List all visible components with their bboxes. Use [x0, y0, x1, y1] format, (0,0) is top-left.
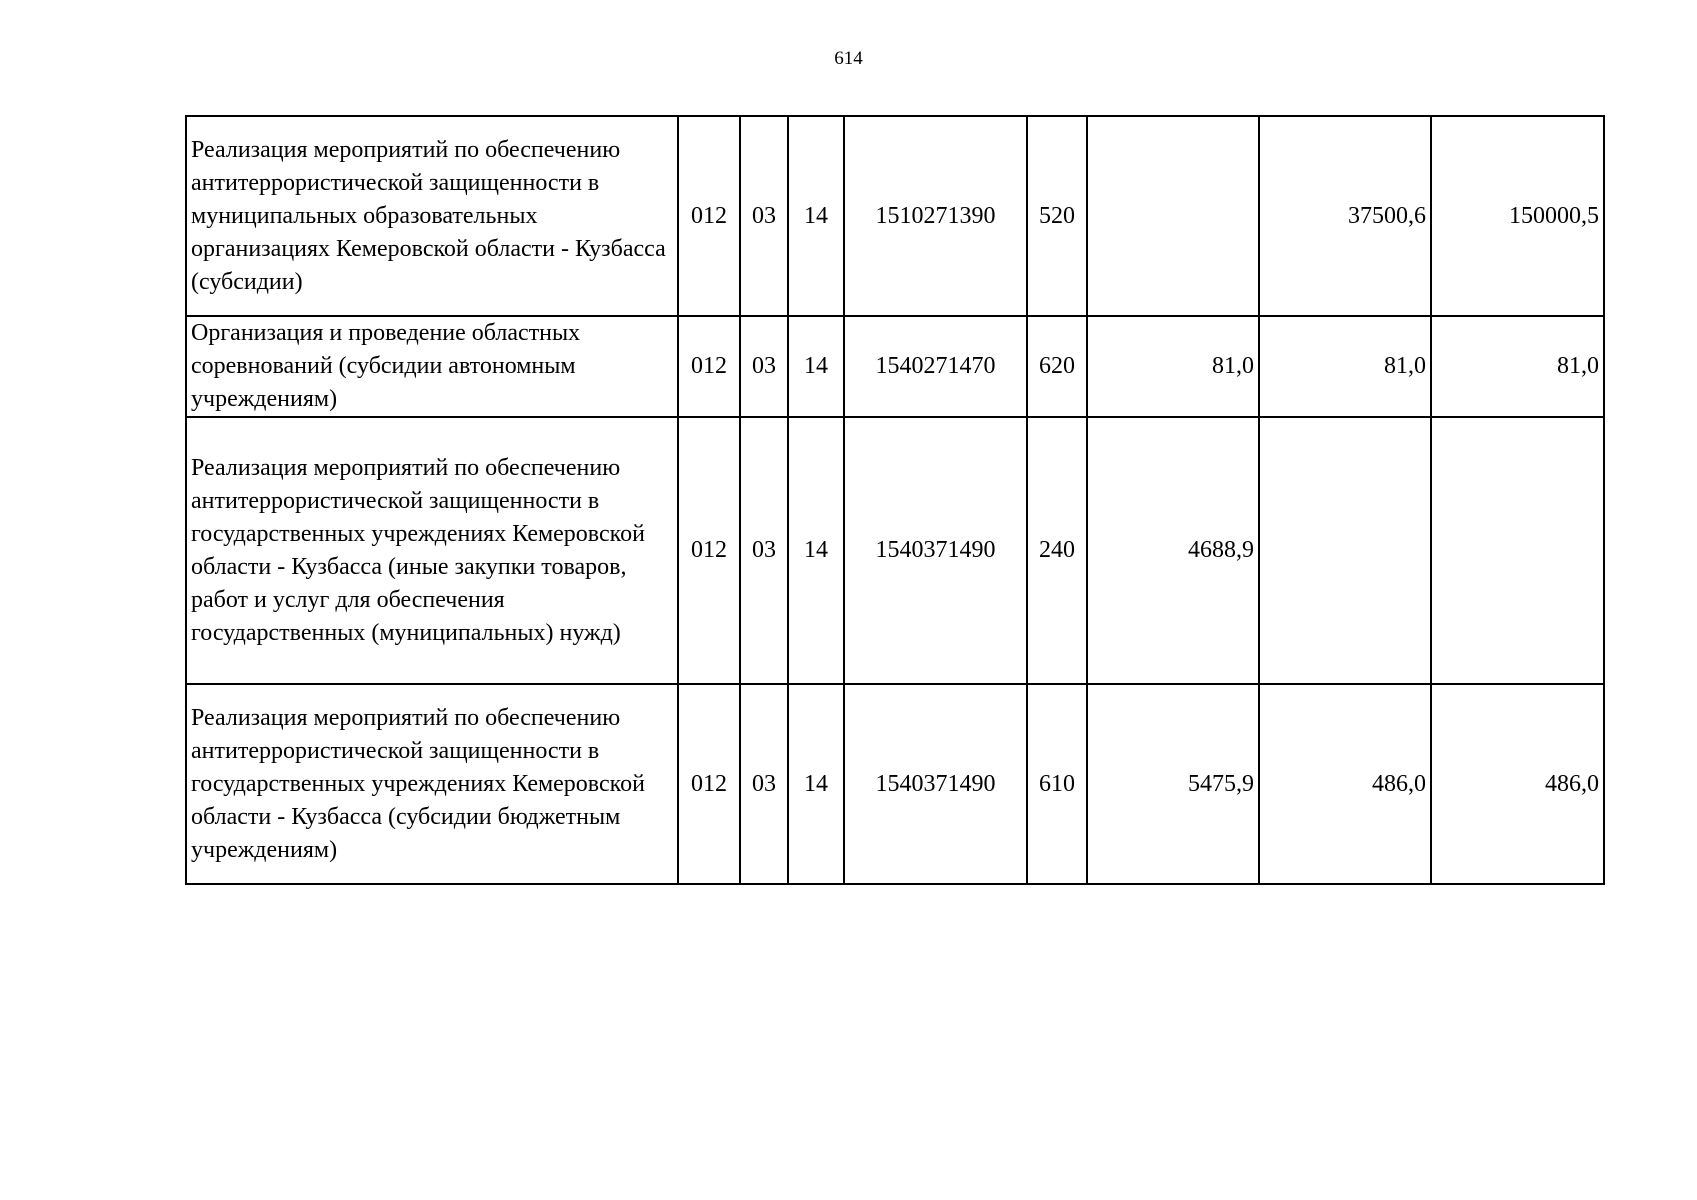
table-row [186, 316, 1604, 417]
section-code: 03 [740, 316, 788, 417]
target-article-code: 1540371490 [844, 684, 1027, 884]
amount-year-1: 81,0 [1087, 316, 1259, 417]
table-row [186, 684, 1604, 884]
row-description: Реализация мероприятий по обеспечению антитеррористической защищенности в муниципальных образовательных организациях Кемеровской области - Кузбасса (субсидии) [186, 116, 678, 316]
subsection-code: 14 [788, 316, 844, 417]
ministry-code: 012 [678, 316, 740, 417]
amount-year-1 [1087, 116, 1259, 316]
target-article-code: 1540371490 [844, 417, 1027, 684]
row-description: Реализация мероприятий по обеспечению антитеррористической защищенности в государственных учреждениях Кемеровской области - Кузбасса (субсидии бюджетным учреждениям) [186, 684, 678, 884]
target-article-code: 1540271470 [844, 316, 1027, 417]
amount-year-3: 81,0 [1431, 316, 1604, 417]
amount-year-3: 150000,5 [1431, 116, 1604, 316]
budget-table [185, 115, 1605, 885]
row-description: Организация и проведение областных соревнований (субсидии автономным учреждениям) [186, 316, 678, 417]
section-code: 03 [740, 684, 788, 884]
ministry-code: 012 [678, 417, 740, 684]
section-code: 03 [740, 417, 788, 684]
subsection-code: 14 [788, 417, 844, 684]
page-number: 614 [834, 48, 863, 69]
ministry-code: 012 [678, 116, 740, 316]
expense-type-code: 240 [1027, 417, 1087, 684]
ministry-code: 012 [678, 684, 740, 884]
subsection-code: 14 [788, 684, 844, 884]
subsection-code: 14 [788, 116, 844, 316]
amount-year-1: 5475,9 [1087, 684, 1259, 884]
expense-type-code: 620 [1027, 316, 1087, 417]
amount-year-3: 486,0 [1431, 684, 1604, 884]
amount-year-2: 81,0 [1259, 316, 1431, 417]
section-code: 03 [740, 116, 788, 316]
amount-year-3 [1431, 417, 1604, 684]
amount-year-2 [1259, 417, 1431, 684]
amount-year-1: 4688,9 [1087, 417, 1259, 684]
expense-type-code: 520 [1027, 116, 1087, 316]
amount-year-2: 37500,6 [1259, 116, 1431, 316]
target-article-code: 1510271390 [844, 116, 1027, 316]
amount-year-2: 486,0 [1259, 684, 1431, 884]
expense-type-code: 610 [1027, 684, 1087, 884]
table-row [186, 116, 1604, 316]
row-description: Реализация мероприятий по обеспечению антитеррористической защищенности в государственных учреждениях Кемеровской области - Кузбасса (иные закупки товаров, работ и услуг для обеспечения государственных (муниципальных) нужд) [186, 417, 678, 684]
table-row [186, 417, 1604, 684]
